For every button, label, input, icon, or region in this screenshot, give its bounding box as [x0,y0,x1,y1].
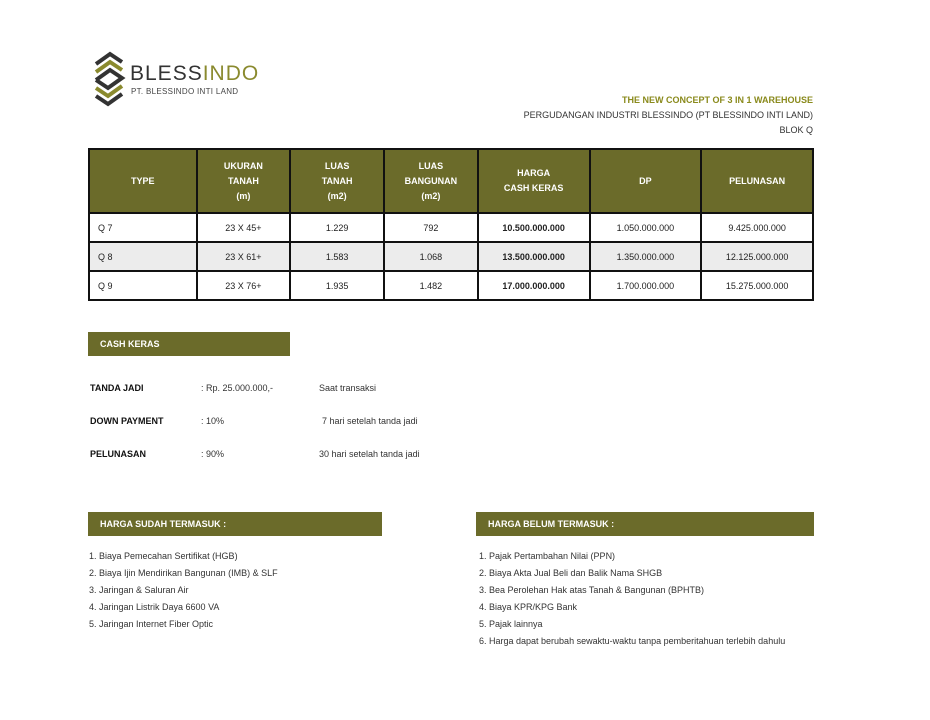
block-heading: BLOK Q [779,125,813,135]
column-header-luas-tanah: LUAS TANAH (m2) [290,149,384,213]
column-header-dp: DP [590,149,702,213]
cell-luas-tanah: 1.229 [290,213,384,242]
price-excludes-list [479,548,785,650]
table-row [89,271,813,300]
list-item: 2. Biaya Ijin Mendirikan Bangunan (IMB) & SLF [89,568,278,578]
table-row [89,242,813,271]
logo-subtitle: PT. BLESSINDO INTI LAND [131,87,239,96]
payment-row-down-payment [90,416,540,432]
cell-luas-tanah: 1.583 [290,242,384,271]
column-header-pelunasan: PELUNASAN [701,149,813,213]
cell-harga: 17.000.000.000 [478,271,590,300]
payment-note: Saat transaksi [319,383,377,393]
price-includes-list [89,548,278,633]
column-header-luas-bangunan: LUAS BANGUNAN (m2) [384,149,478,213]
cell-type: Q 7 [89,213,197,242]
cell-harga: 13.500.000.000 [478,242,590,271]
logo-mark-icon [92,50,126,108]
payment-row-tanda-jadi [90,383,540,399]
logo-title-main: BLESS [130,62,203,85]
payment-label: DOWN PAYMENT [90,416,164,426]
cell-luas-tanah: 1.935 [290,271,384,300]
table-header-row [89,149,813,213]
list-item: 1. Biaya Pemecahan Sertifikat (HGB) [89,551,238,561]
list-item: 4. Biaya KPR/KPG Bank [479,602,578,612]
payment-note: 7 hari setelah tanda jadi [322,416,418,426]
payment-value: : 10% [201,416,225,426]
cell-pelunasan: 12.125.000.000 [701,242,813,271]
payment-label: TANDA JADI [90,383,144,393]
cell-pelunasan: 9.425.000.000 [701,213,813,242]
cell-type: Q 9 [89,271,197,300]
payment-value: : Rp. 25.000.000,- [201,383,274,393]
cell-luas-bangunan: 1.068 [384,242,478,271]
price-table [88,148,814,301]
cell-ukuran: 23 X 76+ [197,271,291,300]
list-item: 3. Jaringan & Saluran Air [89,585,189,595]
list-item: 5. Pajak lainnya [479,619,543,629]
payment-note: 30 hari setelah tanda jadi [319,449,420,459]
list-item: 4. Jaringan Listrik Daya 6600 VA [89,602,220,612]
list-item: 1. Pajak Pertambahan Nilai (PPN) [479,551,616,561]
payment-row-pelunasan [90,449,540,465]
price-includes-heading: HARGA SUDAH TERMASUK : [88,512,382,536]
price-excludes-heading: HARGA BELUM TERMASUK : [476,512,814,536]
company-heading: PERGUDANGAN INDUSTRI BLESSINDO (PT BLESSINDO INTI LAND) [523,110,813,120]
payment-label: PELUNASAN [90,449,147,459]
logo-title [130,62,259,86]
column-header-type: TYPE [89,149,197,213]
column-header-ukuran-tanah: UKURAN TANAH (m) [197,149,291,213]
cell-dp: 1.050.000.000 [590,213,702,242]
concept-heading: THE NEW CONCEPT OF 3 IN 1 WAREHOUSE [621,95,813,105]
cell-luas-bangunan: 1.482 [384,271,478,300]
cell-type: Q 8 [89,242,197,271]
cell-luas-bangunan: 792 [384,213,478,242]
company-logo [92,50,262,110]
cell-ukuran: 23 X 45+ [197,213,291,242]
cell-ukuran: 23 X 61+ [197,242,291,271]
cell-pelunasan: 15.275.000.000 [701,271,813,300]
column-header-harga: HARGA CASH KERAS [478,149,590,213]
list-item: 6. Harga dapat berubah sewaktu-waktu tanpa pemberitahuan terlebih dahulu [479,636,786,646]
list-item: 2. Biaya Akta Jual Beli dan Balik Nama SHGB [479,568,663,578]
cash-keras-heading: CASH KERAS [88,332,290,356]
cell-dp: 1.700.000.000 [590,271,702,300]
cell-dp: 1.350.000.000 [590,242,702,271]
payment-value: : 90% [201,449,225,459]
list-item: 3. Bea Perolehan Hak atas Tanah & Bangunan (BPHTB) [479,585,704,595]
logo-title-accent: INDO [202,62,260,85]
list-item: 5. Jaringan Internet Fiber Optic [89,619,214,629]
table-row [89,213,813,242]
cell-harga: 10.500.000.000 [478,213,590,242]
